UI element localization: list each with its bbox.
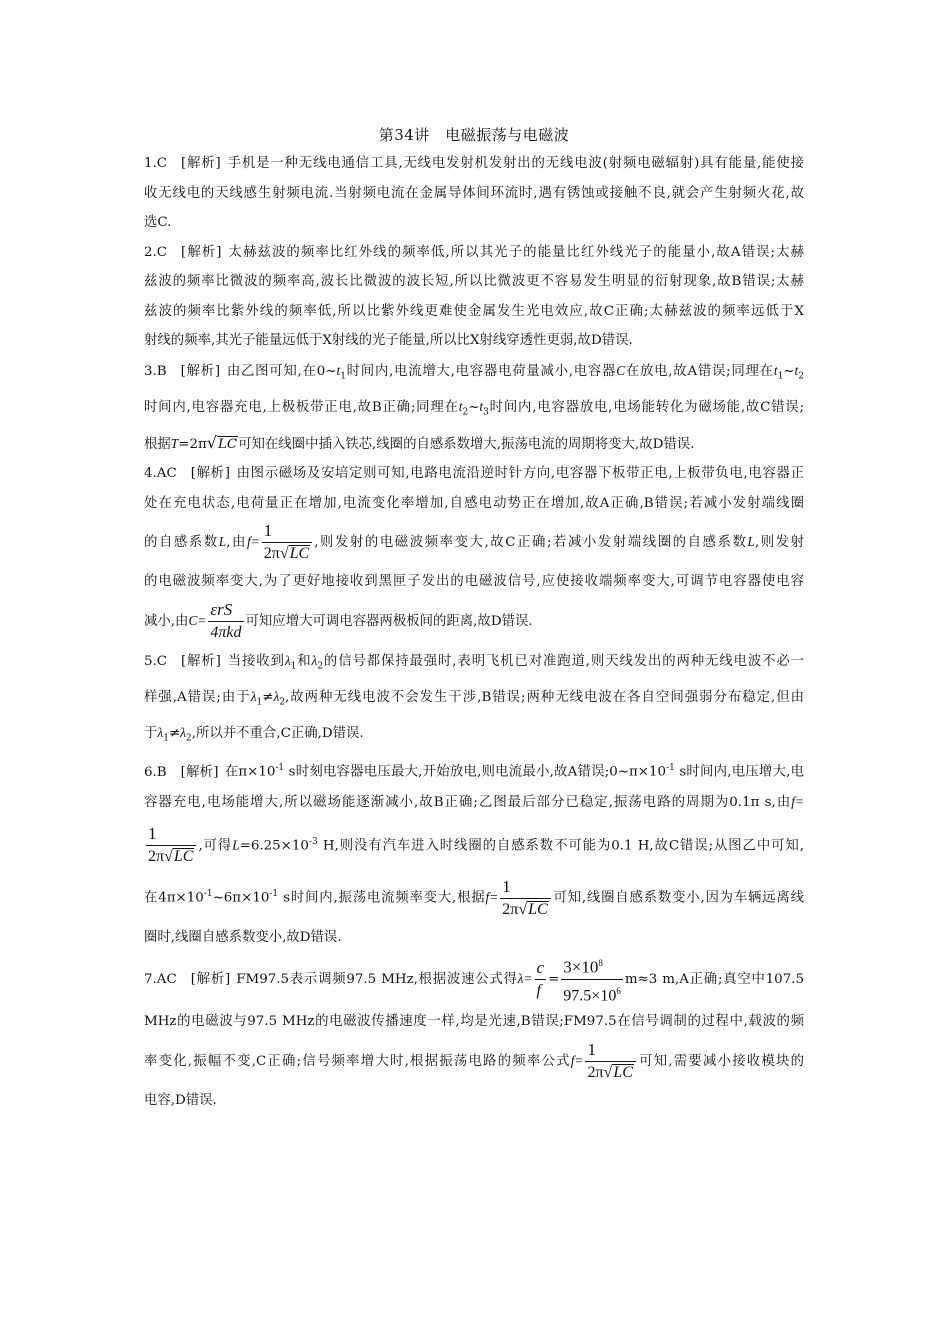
superscript: 8 bbox=[598, 958, 603, 969]
text: ,由 bbox=[226, 535, 247, 551]
four-pi-kd: 4πkd bbox=[210, 623, 242, 641]
numerator bbox=[535, 957, 547, 980]
text: 在放电,故A错误;同理在 bbox=[625, 363, 774, 379]
radicand: LC bbox=[613, 1063, 633, 1081]
text: FM97.5表示调频97.5 MHz,根据波速公式得 bbox=[236, 972, 518, 988]
answer-number: 3.B bbox=[144, 363, 167, 379]
text: 电容,D错误. bbox=[144, 1092, 217, 1108]
denominator bbox=[585, 1062, 635, 1084]
text: H,则没有汽车进入时线圈的自感系数不可能为0.1 H,故C错误;从图乙中可知, bbox=[317, 838, 804, 854]
answer-6 bbox=[144, 754, 804, 952]
analysis-tag: [解析] bbox=[190, 972, 231, 988]
subscript: 2 bbox=[185, 733, 192, 744]
fraction bbox=[535, 957, 547, 1002]
symbol-t: t bbox=[479, 398, 484, 414]
numerator: 1 bbox=[146, 823, 196, 846]
symbol-t-period: T bbox=[170, 435, 179, 451]
fraction bbox=[146, 823, 196, 868]
superscript: -1 bbox=[269, 889, 279, 900]
frequency-value: 97.5×10 bbox=[563, 987, 617, 1005]
formula-f: f= bbox=[791, 794, 804, 810]
text: ~6π×10 bbox=[212, 890, 270, 906]
epsilon-s: εrS bbox=[210, 599, 233, 619]
answer-number: 2.C bbox=[144, 244, 168, 260]
formula-f: f= bbox=[570, 1052, 584, 1068]
page-title: 第34讲 电磁振荡与电磁波 bbox=[378, 126, 570, 144]
text: 的电磁波频率变大,为了更好地接收到黑匣子发出的电磁波信号,应使接收端频率变大,可调节电容器使电容 bbox=[144, 574, 804, 590]
speed-value: 3×10 bbox=[563, 957, 599, 977]
symbol-lambda: λ bbox=[273, 689, 280, 705]
text: 由乙图可知,在0~ bbox=[226, 363, 337, 379]
analysis-tag: [解析] bbox=[190, 466, 230, 482]
text: 样强,A错误;由于 bbox=[144, 690, 251, 706]
subscript: 1 bbox=[290, 661, 297, 672]
two-pi: 2π bbox=[148, 848, 165, 866]
text: s时间内,振荡电流频率变大,根据 bbox=[278, 890, 486, 906]
subscript: 1 bbox=[340, 371, 346, 382]
text: 在4π×10 bbox=[144, 890, 204, 906]
denominator bbox=[208, 622, 243, 644]
symbol-l: L bbox=[232, 837, 240, 853]
denominator bbox=[262, 543, 312, 565]
sqrt-icon: √ bbox=[603, 1063, 613, 1081]
text: 选C. bbox=[144, 215, 172, 230]
symbol-f: f bbox=[536, 982, 541, 1000]
text: 圈时,线圈自感系数变小,故D错误. bbox=[144, 929, 342, 945]
subscript: 1 bbox=[777, 371, 784, 382]
text: 可知在线圈中插入铁芯,线圈的自感系数增大,振荡电流的周期将变大,故D错误. bbox=[238, 436, 695, 452]
radicand: LC bbox=[289, 545, 310, 563]
answer-number: 6.B bbox=[144, 764, 167, 780]
sqrt-icon: √ bbox=[206, 432, 217, 452]
text: ,故两种无线电波不会发生干涉,B错误;两种无线电波在各自空间强弱分布稳定,但由 bbox=[285, 690, 804, 706]
text: 由图示磁场及安培定则可知,电路电流沿逆时针方向,电容器下板带正电,上板带负电,电容器正 bbox=[235, 466, 804, 482]
symbol-t: t bbox=[773, 362, 778, 378]
text: 在π×10 bbox=[224, 764, 276, 780]
symbol-lambda: λ bbox=[311, 652, 318, 668]
not-equal: ≠ bbox=[262, 690, 274, 706]
analysis-tag: [解析] bbox=[181, 156, 221, 171]
two-pi: 2π bbox=[502, 900, 519, 918]
numerator bbox=[561, 952, 623, 980]
analysis-tag: [解析] bbox=[181, 653, 221, 669]
text: 手机是一种无线电通信工具,无线电发射机发射出的无线电波(射频电磁辐射)具有能量,能使接 bbox=[226, 156, 804, 171]
subscript: 2 bbox=[798, 371, 804, 382]
answer-number: 4.AC bbox=[144, 466, 177, 482]
answer-7: 7.AC [解析] FM97.5表示调频97.5 MHz,根据波速公式得λ= $\frac{c}{f}$ = $\frac{3\times 10^8}{97.5\times 10^6}$ m≈3 m,A正确;真空中107.5 MHz的电磁波与97.5 MHz的电磁波传播速度一样,均是光速,B错误;FM97.5在信号调制的过程中,载波的频 率变化,振幅不变,C正确;信号频率增大时,根据振荡电路的频率公式f= $\frac{1}{2\pi√LC}$ 可知,需要减小接收模块的 电容,D错误. bbox=[144, 952, 804, 1115]
text: 太赫兹波的频率比红外线的频率低,所以其光子的能量比红外线光子的能量小,故A错误;太赫 bbox=[227, 244, 804, 260]
subscript: 1 bbox=[256, 697, 263, 708]
symbol-l: L bbox=[747, 534, 755, 550]
subscript: 3 bbox=[483, 407, 489, 418]
two-pi: 2π bbox=[263, 545, 280, 563]
text: 和 bbox=[296, 653, 312, 669]
text: 处在充电状态,电荷量正在增加,电流变化率增加,自感电动势正在增加,故A正确,B错误;若减小发射端线圈 bbox=[144, 495, 804, 511]
text: 兹波的频率比微波的频率高,波长比微波的波长短,所以比微波更不容易发生明显的衍射现象,故B错误;太赫 bbox=[144, 274, 804, 289]
text: 于 bbox=[144, 726, 158, 742]
superscript: -1 bbox=[203, 889, 213, 900]
symbol-t: t bbox=[794, 362, 799, 378]
text: ,所以并不重合,C正确,D错误. bbox=[191, 726, 364, 742]
text: ,可得 bbox=[198, 838, 233, 854]
symbol-c-light: c bbox=[536, 958, 545, 978]
superscript: -3 bbox=[308, 836, 318, 847]
formula-lambda: λ= bbox=[517, 971, 533, 987]
text: 可知应增大可调电容器两极板间的距离,故D错误. bbox=[245, 613, 533, 629]
text: 减小,由 bbox=[144, 613, 189, 629]
not-equal: ≠ bbox=[168, 726, 181, 742]
sqrt-icon: √ bbox=[164, 848, 173, 866]
answer-3: 3.B [解析] 由乙图可知,在$0\sim t_1$时间内,电流增大,电容器电荷量减小,电容器C在放电,故A错误;同理在$t_1\sim t_2$ 时间内,电容器充电,上极板带正电,故B正确;同理在$t_2\sim t_3$时间内,电容器放电,电场能转化为磁场能,故C错误; 根据T=2π√LC可知在线圈中插入铁芯,线圈的自感系数增大,振荡电流的周期将变大,故D错误. bbox=[144, 362, 805, 452]
numerator: 1 bbox=[585, 1039, 635, 1062]
text: 容器充电,电场能增大,所以磁场能逐渐减小,故B正确;乙图最后部分已稳定,振荡电路的周期为0.1π s,由 bbox=[144, 795, 792, 811]
numerator: 1 bbox=[500, 876, 550, 899]
symbol-lambda: λ bbox=[250, 689, 257, 705]
answer-number: 1.C bbox=[144, 156, 168, 171]
symbol-c: C bbox=[616, 362, 626, 378]
answer-4 bbox=[144, 459, 804, 646]
fraction bbox=[561, 952, 623, 1007]
text: 可知,线圈自感系数变小,因为车辆远离线 bbox=[552, 890, 805, 906]
answer-number: 5.C bbox=[144, 653, 168, 669]
sqrt-icon: √ bbox=[279, 545, 289, 563]
symbol-t: t bbox=[458, 398, 463, 414]
answer-1 bbox=[144, 149, 804, 238]
answer-number: 7.AC bbox=[144, 972, 177, 988]
superscript: -1 bbox=[275, 763, 285, 774]
superscript: 6 bbox=[616, 985, 621, 996]
symbol-lambda: λ bbox=[180, 725, 186, 741]
sqrt-icon: √ bbox=[518, 900, 528, 918]
text: 根据 bbox=[144, 436, 171, 452]
answer-page bbox=[144, 124, 804, 1115]
radicand: LC bbox=[528, 900, 548, 918]
text: 可知,需要减小接收模块的 bbox=[637, 1053, 804, 1069]
text: 射线的频率,其光子能量远低于X射线的光子能量,所以比X射线穿透性更弱,故D错误. bbox=[144, 333, 633, 348]
fraction bbox=[500, 876, 550, 921]
answer-5 bbox=[144, 646, 804, 755]
text: s时间内,电压增大,电 bbox=[674, 764, 804, 780]
fraction bbox=[208, 599, 243, 644]
two-pi: 2π bbox=[587, 1063, 604, 1081]
text: =2π bbox=[178, 436, 207, 452]
text: ,则发射 bbox=[754, 535, 804, 551]
text: 时间内,电流增大,电容器电荷量减小,电容器 bbox=[345, 363, 617, 379]
numerator bbox=[208, 599, 243, 622]
text: 的信号都保持最强时,表明飞机已对准跑道,则天线发出的两种无线电波不必一 bbox=[323, 653, 805, 669]
text: 的自感系数 bbox=[144, 535, 219, 551]
subscript: 2 bbox=[279, 697, 286, 708]
text: m≈3 m,A正确;真空中107.5 bbox=[624, 972, 804, 988]
text: 兹波的频率比紫外线的频率低,所以比紫外线更难使金属发生光电效应,故C正确;太赫兹波的频率远低于X bbox=[144, 303, 804, 319]
answer-2 bbox=[144, 238, 804, 356]
formula-f: f= bbox=[247, 534, 260, 550]
numerator: 1 bbox=[262, 520, 312, 543]
subscript: 1 bbox=[163, 733, 169, 744]
fraction bbox=[262, 520, 312, 565]
text: 当接收到 bbox=[226, 653, 285, 669]
text: 收无线电的天线感生射频电流.当射频电流在金属导体间环流时,遇有锈蚀或接触不良,就会产生射频火花,故 bbox=[144, 185, 804, 201]
denominator bbox=[561, 980, 623, 1007]
text: 时间内,电容器放电,电场能转化为磁场能,故C错误; bbox=[488, 399, 805, 415]
denominator bbox=[500, 899, 550, 921]
denominator bbox=[535, 980, 547, 1002]
analysis-tag: [解析] bbox=[180, 363, 221, 379]
text: s时刻电容器电压最大,开始放电,则电流最小,故A错误;0~π×10 bbox=[284, 764, 667, 780]
subscript: 2 bbox=[462, 407, 469, 418]
denominator bbox=[146, 846, 196, 868]
superscript: -1 bbox=[666, 763, 675, 774]
text: =6.25×10 bbox=[239, 838, 309, 854]
radicand: LC bbox=[173, 848, 194, 866]
fraction bbox=[585, 1039, 635, 1084]
text: 时间内,电容器充电,上极板带正电,故B正确;同理在 bbox=[144, 399, 459, 415]
subscript: 2 bbox=[317, 661, 324, 672]
radicand: LC bbox=[217, 436, 238, 452]
symbol-lambda: λ bbox=[157, 725, 164, 741]
analysis-tag: [解析] bbox=[180, 764, 219, 780]
analysis-tag: [解析] bbox=[181, 244, 222, 260]
symbol-t: t bbox=[336, 362, 341, 378]
symbol-l: L bbox=[218, 534, 227, 550]
formula-c: C= bbox=[188, 612, 207, 628]
symbol-lambda: λ bbox=[284, 652, 291, 668]
formula-f: f= bbox=[485, 889, 499, 905]
text: MHz的电磁波与97.5 MHz的电磁波传播速度一样,均是光速,B错误;FM97.5在信号调制的过程中,载波的频 bbox=[144, 1014, 804, 1030]
text: ,则发射的电磁波频率变大,故C正确;若减小发射端线圈的自感系数 bbox=[314, 535, 748, 551]
text: 率变化,振幅不变,C正确;信号频率增大时,根据振荡电路的频率公式 bbox=[144, 1053, 571, 1069]
